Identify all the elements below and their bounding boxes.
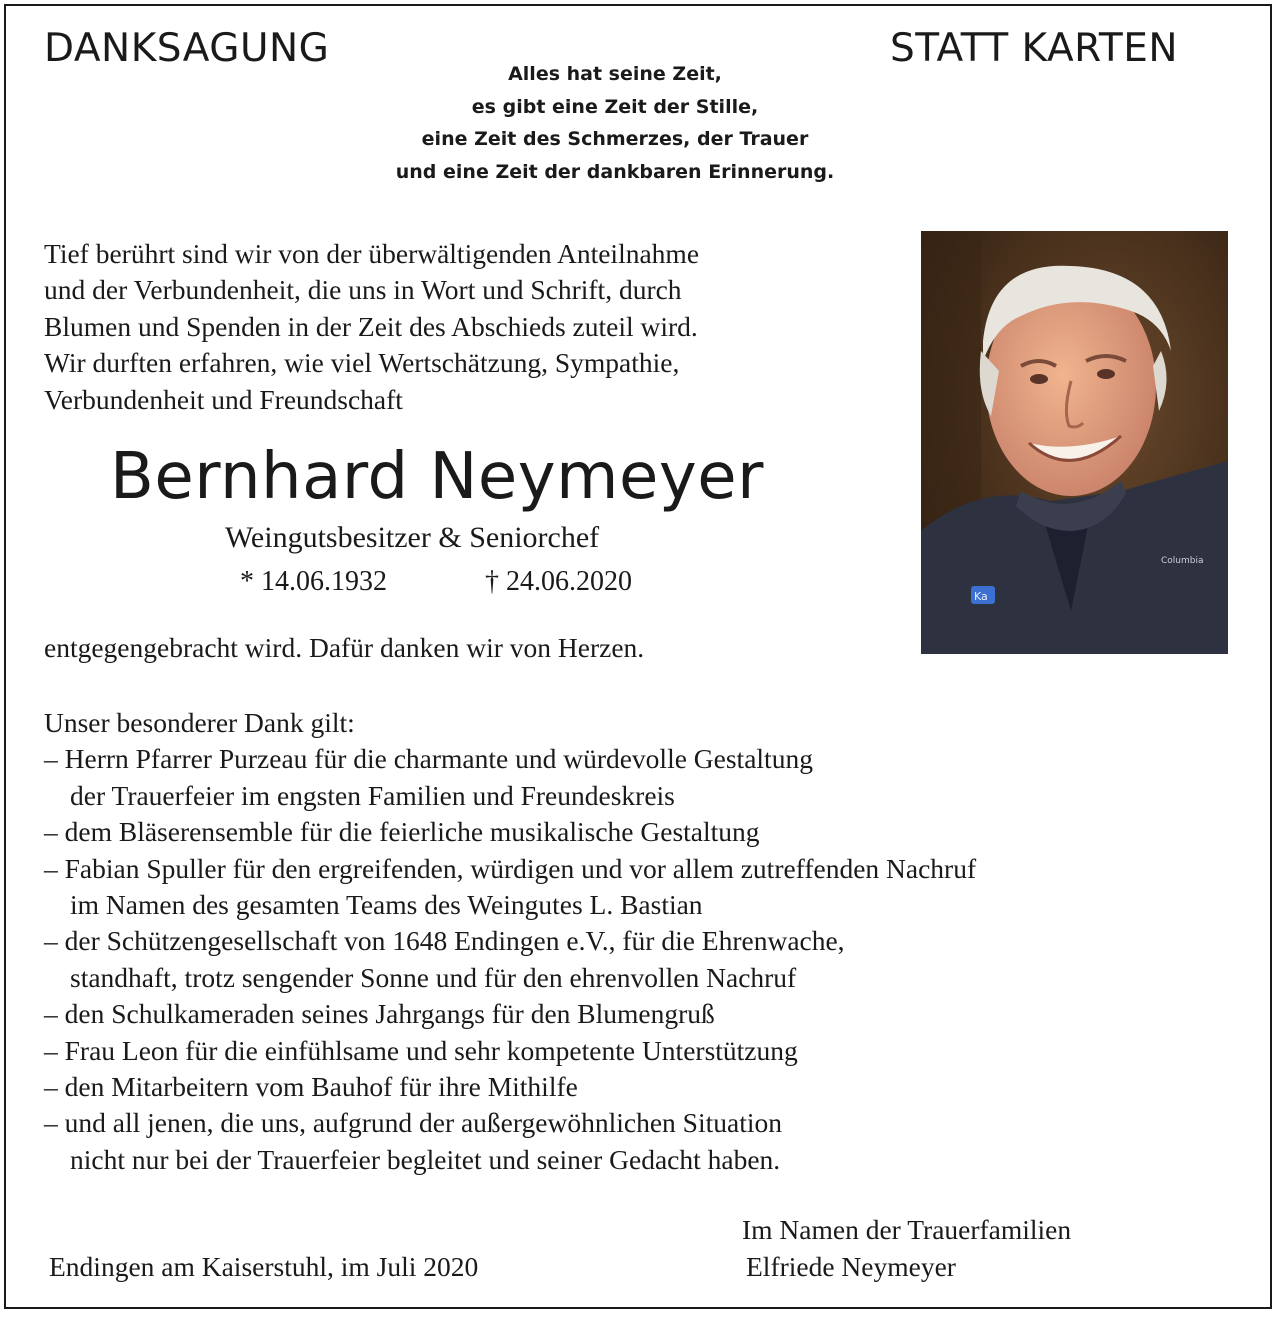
closing-line: entgegengebracht wird. Dafür danken wir von Herzen.	[44, 632, 645, 663]
intro-paragraph	[44, 236, 699, 418]
thanks-item	[44, 851, 976, 924]
thanks-item-line: – Fabian Spuller für den ergreifenden, würdigen und vor allem zutreffenden Nachruf	[44, 852, 977, 884]
thanks-item-line: – Frau Leon für die einfühlsame und sehr kompetente Unterstützung	[44, 1034, 798, 1066]
thanks-item-line: – dem Bläserensemble für die feierliche musikalische Gestaltung	[44, 816, 760, 848]
motto-line: es gibt eine Zeit der Stille,	[471, 95, 759, 118]
heading-statt-karten: STATT KARTEN	[890, 26, 1179, 71]
motto-line: eine Zeit des Schmerzes, der Trauer	[421, 128, 809, 150]
death-date: † 24.06.2020	[485, 566, 632, 597]
thanks-item	[44, 923, 976, 996]
thanks-item-line: – den Schulkameraden seines Jahrgangs für den Blumengruß	[44, 998, 715, 1030]
intro-line: und der Verbundenheit, die uns in Wort und Schrift, durch	[44, 274, 682, 306]
on-behalf-line: Im Namen der Trauerfamilien	[742, 1214, 1072, 1245]
thanks-item	[44, 1105, 976, 1178]
signatory-name: Elfriede Neymeyer	[746, 1251, 956, 1282]
badge-text: Ka	[974, 590, 988, 603]
thanks-item-line: nicht nur bei der Trauerfeier begleitet und seiner Gedacht haben.	[70, 1143, 781, 1175]
motto-verse	[300, 58, 930, 188]
thanks-item-line: der Trauerfeier im engsten Familien und Freundeskreis	[70, 779, 675, 811]
thanks-item-line: standhaft, trotz sengender Sonne und für den ehrenvollen Nachruf	[70, 961, 797, 993]
deceased-name: Bernhard Neymeyer	[110, 440, 764, 514]
intro-line: Blumen und Spenden in der Zeit des Abschieds zuteil wird.	[44, 310, 698, 342]
portrait-illustration	[921, 231, 1228, 654]
thanks-item	[44, 814, 976, 850]
intro-line: Tief berührt sind wir von der überwältigenden Anteilnahme	[44, 238, 700, 269]
portrait-photo	[921, 231, 1228, 654]
motto-line: und eine Zeit der dankbaren Erinnerung.	[395, 160, 835, 183]
thanks-item-line: im Namen des gesamten Teams des Weingutes L. Bastian	[70, 889, 703, 921]
intro-line: Wir durften erfahren, wie viel Wertschätzung, Sympathie,	[44, 347, 680, 379]
thanks-item	[44, 1069, 976, 1105]
jacket-logo-text: Columbia	[1161, 556, 1204, 566]
thanks-section	[44, 705, 976, 1178]
thanks-heading: Unser besonderer Dank gilt:	[44, 707, 355, 738]
thanks-item	[44, 996, 976, 1032]
heading-danksagung: DANKSAGUNG	[44, 26, 330, 71]
thanks-item-line: – und all jenen, die uns, aufgrund der außergewöhnlichen Situation	[44, 1107, 782, 1139]
intro-line: Verbundenheit und Freundschaft	[44, 383, 403, 415]
thanks-item-line: – den Mitarbeitern vom Bauhof für ihre Mithilfe	[44, 1071, 578, 1103]
thanks-item-line: – Herrn Pfarrer Purzeau für die charmante und würdevolle Gestaltung	[44, 743, 813, 775]
deceased-role: Weingutsbesitzer & Seniorchef	[225, 521, 600, 554]
birth-date: * 14.06.1932	[240, 566, 387, 597]
motto-line: Alles hat seine Zeit,	[508, 63, 722, 85]
thanks-item	[44, 1033, 976, 1069]
thanks-item	[44, 741, 976, 814]
thanks-item-line: – der Schützengesellschaft von 1648 Endingen e.V., für die Ehrenwache,	[44, 925, 845, 957]
place-and-date: Endingen am Kaiserstuhl, im Juli 2020	[49, 1251, 479, 1282]
